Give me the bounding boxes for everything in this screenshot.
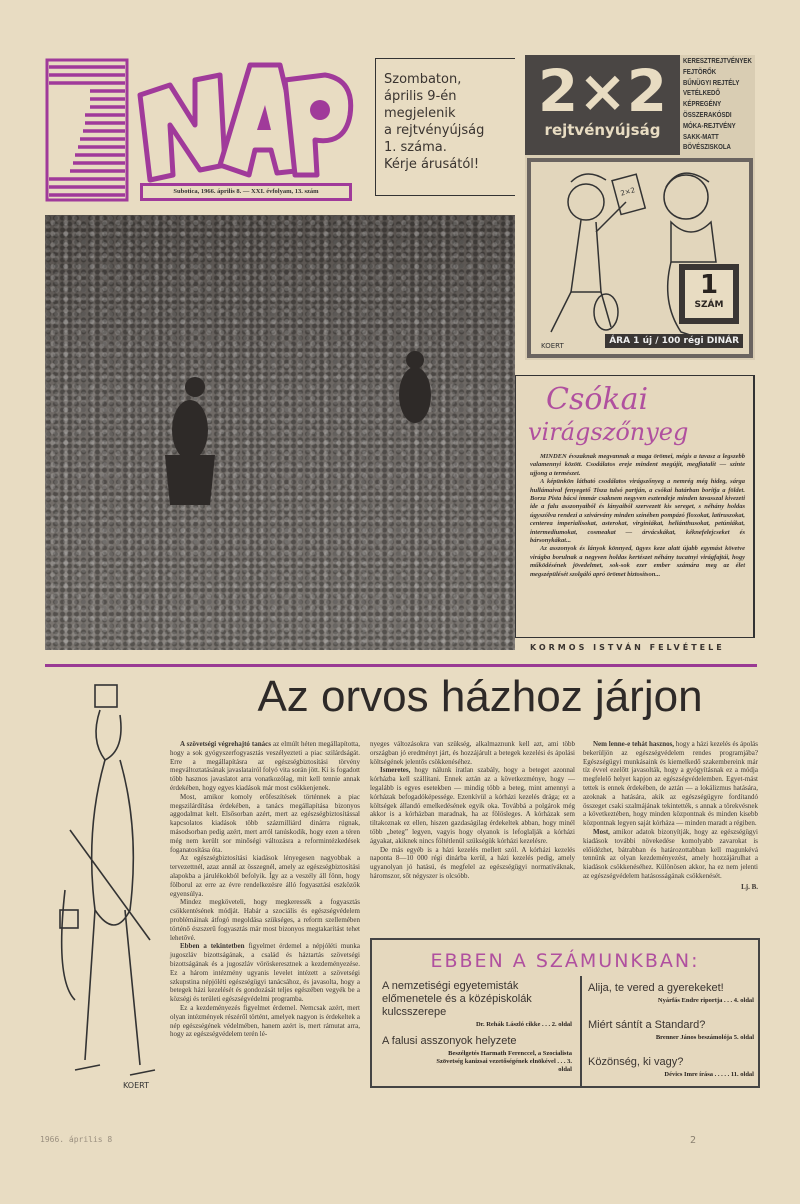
contents-item-title: Miért sántít a Standard? [588,1019,706,1031]
contents-divider [580,976,582,1086]
ad-list-item: BŰNÜGYI REJTÉLY [683,77,740,87]
ad-list-item: MÓKA-REJTVÉNY [683,120,736,130]
ad-list-item: KERESZTREJTVÉNYEK [683,56,752,65]
feature-box [515,375,755,638]
feature-paragraph: Az asszonyok és lányok könnyed, ügyes keze alatt újabb egymást követve virágba borulnak a negyven holdas kertészet néhány tucatnyi virágfajtái, hogy működésének jövedelmet, sok-sok ezer ember számára meg az élet megszépülését szolgáló apró örömet biztosítson... [530,545,745,578]
article-headline: Az orvos házhoz járjon [257,672,703,721]
article-column-2 [370,740,575,881]
ad-list-item: BÖVÉSZISKOLA [683,142,731,152]
contents-item-title: Közönség, ki vagy? [588,1056,684,1068]
promo-line: Szombaton, [384,72,462,87]
paragraph-text: hogy a házi kezelés és ápolás bekerüljön az egészségvédelem rendes programjába? Egészségügyi munkásaink és kiemelkedő szakembereink már tíz évvel ezelőtt javasolták, hogy a gyógyításnak ez a módja megfelelő helyet kapjon az egészségvédelemben. Egyet-mást tettek is ennek érdekében, de aztán — a lokálizmus hatására, azoknak a hatására, akik az egészségügyre fordítandó összeget csaki szalmájának tekintették, s annak a törekvésnek a következtében, hogy minden központnak és minden kisebb központnak legyen saját kórháza — minden maradt a régiben. [583,740,758,828]
article-signature: Lj. B. [741,882,758,891]
lead-in: A szövetségi végrehajtó tanács [180,740,271,748]
lead-in: Most, [593,827,610,836]
contents-item[interactable] [382,1035,572,1074]
ad-cartoon-illustration [527,158,753,358]
contents-item-byline: Dévics Imre írása . . . . . 11. oldal [664,1071,754,1078]
ad-list-item: ÖSSZERAKÓSDI [683,109,732,119]
paragraph-text: hogy nálunk íratlan szabály, hogy a beteget azonnal kórházba kell szállítani. Ennek aztán az a következménye, hogy — legalább is egyes esetekben — mindig több a beteg, mint amennyi a kórházak befogadóképessége. Ezenkívül a kórházi kezelés drága; ez a költségek állandó emelkedésének egyik oka. Továbbá a polgárok még akkor is a kórházban maradnak, ha az fölösleges. A kórházak sem tiltakoznak ez ellen, hiszen gazdaságilag érdekeltek abban, hogy minél több „beteg” legyen, vagyis hogy olyanok is lefoglalják a kórházi ágyakat, akiknek nincs föltétlenül szükségük kórházi kezelésre. [370,766,575,845]
contents-item-title: A nemzetiségi egyetemisták előmenetele és a középiskolák kulcsszerepe [382,980,532,1018]
paragraph-text: nyeges változásokra van szükség, alkalmaznunk kell azt, ami több országban jó eredményt járt, és hozzájárult a betegek kezelési és ápolási költségének jelentős csökkenéséhez. [370,740,575,766]
feature-title-line2: virágszőnyeg [528,418,689,446]
ad-list-item: FEJTÖRŐK [683,66,717,76]
paragraph-text: amikor adatok bizonyítják, hogy az egészségügyi kiadások további növekedése komolyabb zavarokat is előidézhet, bátrabban és határozottabban kell magunkévá tennünk az olyan kezdeményezést, amely hozzájárulhat a kiadások csökkenéséhez. Különösen akkor, ha ez nem jelenti az egészségvédelem hatásosságának csökkenését. [583,827,758,880]
contents-item-byline: Nyárfás Endre riportja . . . 4. oldal [657,997,754,1004]
article-column-3 [583,740,758,892]
paragraph-text: Mindez megköveteli, hogy megkeressék a fogyasztás csökkentésének módját. Habár a szociális és egészségvédelem problémáinak átfogó megoldása szükséges, a reform szellemében történő észszerű fogyasztás már most bizonyos megtakarítást tehet lehetővé. [170,898,360,942]
section-divider [45,664,757,667]
feature-paragraph: A képünkön látható csodálatos virágszőnyeg a nemrég még hideg, sárga hullámaival fenyegető Tisza tulsó partján, a csókai határban borítja a földet. Borza Pista bácsi immár csaknem negyven esztendeje minden tavasszal kivezeti ide a falu asszonyaiból és lányaiból szervezett kis sereget, s néhány holdas úgyszólva rendezi a szivárvány minden színében pompázó floxokat, latiruszokat, centerea imperialisokat, asterokat, virginiákat, heliánthusokat, petúniákat, intermediumokat, cosmeakat — árvácskákat, kéknefelejcseket és bársonykákat... [530,478,745,545]
feature-body [530,453,745,579]
contents-item[interactable] [588,1056,754,1079]
puzzle-magazine-ad [525,55,755,360]
contents-item[interactable] [588,982,754,1005]
promo-line: április 9-én [384,89,457,104]
promo-line: megjelenik [384,106,456,121]
contents-box [370,938,760,1088]
cartoon-signature: KOERT [123,1081,150,1090]
promo-line: a rejtvényújság [384,123,485,138]
paragraph-text: Ez a kezdeményezés figyelmet érdemel. Nemcsak azért, mert olyan intézmények részéről történt, amelyek nagyon is érdekeltek a nép egészségének védelmében, hanem azért is, mert rámutat arra, hogy az egészségvédelem terén lé- [170,1003,360,1039]
ad-subtitle: rejtvényújság [544,121,661,139]
feature-title-line1: Csókai [546,382,649,417]
lead-in: Ismeretes, [380,766,411,775]
cartoon-drawing [531,162,749,354]
contents-item-byline: Dr. Rehák László cikke . . . 2. oldal [475,1021,572,1028]
paragraph-text: figyelmet érdemel a népjóléti munka jugoszláv bizottságának, a család és háztartás szövetségi bizottságának és a jugoszláv vöröskeresztnek a kezdeményezése. Ez a három intézmény ugyanis levelet intézett a szövetségi szkupstina népjóléti egészségügyi tanácsához, és javasolta, hogy a betegek házi kezelését és gondozását teljes egészében vegyék be a községi és területi egészségvédelmi programba. [170,942,360,1004]
doctor-cartoon-drawing [55,680,165,1095]
ad-big-title: 2×2 [537,57,668,125]
contents-item-byline: Brenner János beszámolója 5. oldal [655,1034,754,1041]
paragraph-text: Az egészségbiztosítási kiadások lényegesen nagyobbak a tervezettnél, azaz annál az összegnél, amely az egészségbiztosítási alapokba a járulékokból befolyik. Így az a veszély áll fönn, hogy fölborul az erre az évre rendelkezésre álló fogyasztási eszközök egyensúlya. [170,854,360,898]
paragraph-text: De más egyéb is a házi kezelés mellett szól. A kórházi kezelés naponta 8—10 000 régi dinárba kerül, a házi kezelés pedig, amely ugyanolyan jó hatású, és megfelel az egészségügyi normatíváknak, háromszor, sőt négyszer is olcsóbb. [370,845,575,880]
ad-list-item: VETÉLKEDŐ [683,88,721,98]
issue-number: 1 [699,270,719,300]
price-label: ÁRA 1 új / 100 régi DINÁR [605,334,743,348]
photo-figures [45,215,515,650]
contents-item-title: A falusi asszonyok helyzete [382,1035,517,1047]
article-column-1 [170,740,360,1039]
contents-item-byline: Beszélgetés Harmath Ferenccel, a Szocialista Szövetség kanizsai vezetőségének elnökével . . . 3. oldal [436,1050,572,1073]
ad-feature-list [683,56,753,153]
doctor-cartoon [55,680,165,1095]
promo-box [375,58,515,196]
ad-list-item: KÉPREGÉNY [683,99,722,109]
paragraph-text: az elmúlt héten megállapította, hogy a sok gyógyszerfogyasztás veszélyezteti a piac szilárdságát. Erre a megállapításra az egészségbiztosítási törvény megváltoztatásának javaslatairól folyó vita során jött. Ki is fogadott több hasznos javaslatot arra vonatkozólag, mit kell tennie annak érdekében, hogy egyes kiadások már most csökkenjenek. [170,740,360,792]
dateline: Subotica, 1966. április 8. — XXI. évfolyam, 13. szám [140,183,352,201]
promo-line: 1. száma. [384,140,447,155]
issue-number-label: SZÁM [694,300,724,310]
ad-list-item: SAKK-MATT [683,131,719,141]
archive-stamp: 1966. április 8 [40,1135,113,1144]
issue-number-badge [679,264,739,324]
artist-signature: KOERT [541,342,564,350]
photo-credit: KORMOS ISTVÁN FELVÉTELE [530,643,725,652]
flower-field-photo [45,215,515,650]
contents-item[interactable] [382,980,572,1029]
feature-paragraph: MINDEN évszaknak megvannak a maga örömei, mégis a tavasz a legszebb valamennyi között. Csodálatos ereje mindent megújít, megfiatalít — szinte ujjong a természet. [530,453,745,477]
page-stamp: 2 [690,1135,697,1146]
ad-logo [525,55,680,155]
lead-in: Nem lenne-e tehát hasznos, [593,740,675,748]
contents-item-title: Alija, te vered a gyerekeket! [588,982,724,994]
promo-line: Kérje árusától! [384,157,480,172]
card-label: 2×2 [619,186,637,198]
contents-item[interactable] [588,1019,754,1042]
contents-title: EBBEN A SZÁMUNKBAN: [430,950,700,972]
lead-in: Ebben a tekintetben [180,942,245,951]
paragraph-text: Most, amikor komoly erőfeszítések történnek a piac megszilárdítása érdekében, a tanács megállapítása bizonyos aggodalmat kelt. Elsősorban azért, mert az egészségbiztosítással kapcsolatos kiadások több százmilliárd dinárra rúgnak, másodsorban pedig azért, mert arról tanúskodik, hogy ezen a téren még nem került sor minőségi változásra a reformintézkedések foganatosítása óta. [170,792,360,854]
